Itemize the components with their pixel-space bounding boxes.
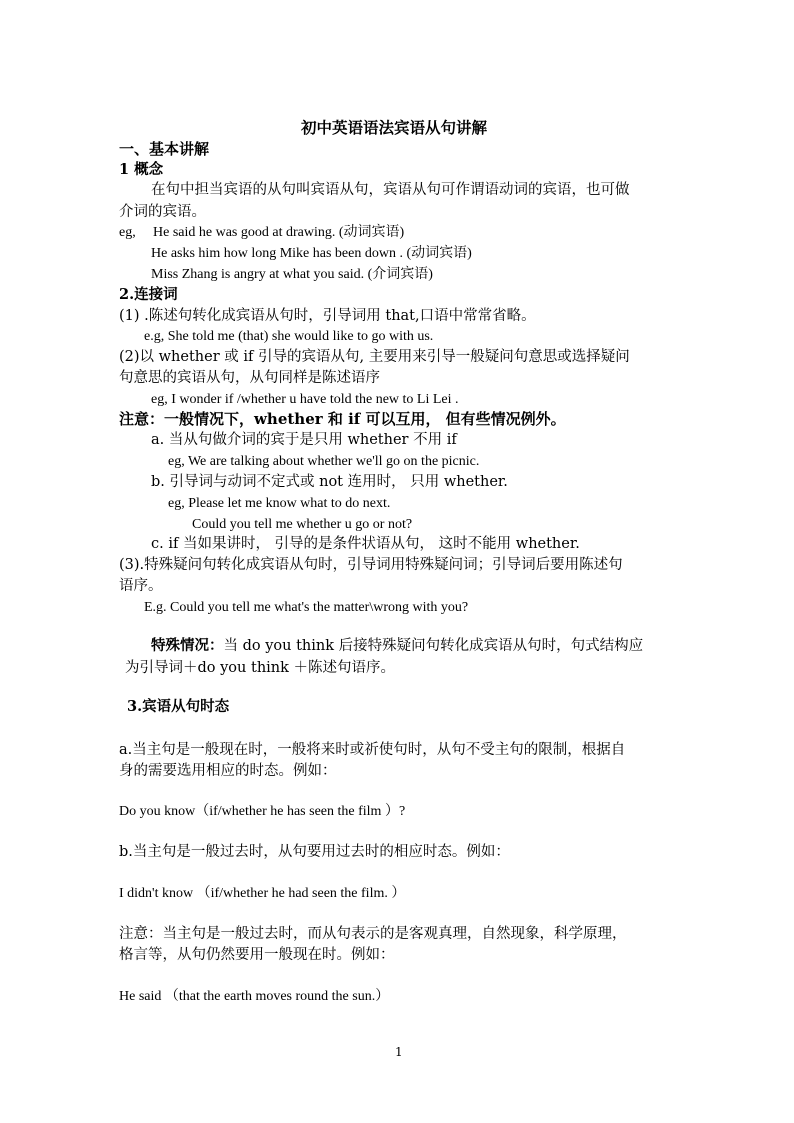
tense-a-line-1: a.当主句是一般现在时，一般将来时或祈使句时，从句不受主句的限制，根据自	[119, 742, 626, 758]
paragraph-2-line-2: 句意思的宾语从句，从句同样是陈述语序	[119, 370, 380, 386]
special-case-text: 当 do you think 后接特殊疑问句转化成宾语从句时，句式结构应	[223, 638, 644, 654]
paragraph-2-line-1: (2)以 whether 或 if 引导的宾语从句, 主要用来引导一般疑问句意思或选择疑问	[119, 349, 630, 365]
note-item-c: c. if 当如果讲时， 引导的是条件状语从句， 这时不能用 whether.	[151, 536, 580, 552]
tense-note-example: He said （that the earth moves round the sun.）	[119, 989, 390, 1004]
note-item-a-example: eg, We are talking about whether we'll go on the picnic.	[168, 454, 480, 469]
subheading-conjunctions: 2.连接词	[119, 286, 178, 303]
example-line-1: He said he was good at drawing. (动词宾语)	[153, 225, 405, 240]
tense-b-example: I didn't know （if/whether he had seen the film. ）	[119, 886, 406, 901]
paragraph-3-example: E.g. Could you tell me what's the matter\wrong with you?	[144, 600, 469, 615]
document-title: 初中英语语法宾语从句讲解	[301, 118, 488, 137]
paragraph-2-example: eg, I wonder if /whether u have told the new to Li Lei .	[151, 392, 459, 407]
special-case-line-1	[151, 636, 643, 656]
tense-a-example: Do you know（if/whether he has seen the film ）?	[119, 804, 406, 819]
subheading-tense: 3.宾语从句时态	[127, 698, 230, 715]
paragraph-1: (1) .陈述句转化成宾语从句时，引导词用 that,口语中常常省略。	[119, 308, 536, 324]
note-heading: 注意：一般情况下，whether 和 if 可以互用， 但有些情况例外。	[119, 410, 566, 428]
section-heading-basic: 一、基本讲解	[119, 140, 210, 158]
tense-b-line: b.当主句是一般过去时，从句要用过去时的相应时态。例如：	[119, 844, 510, 860]
special-case-label: 特殊情况：	[151, 637, 224, 654]
tense-note-line-2: 格言等，从句仍然要用一般现在时。例如：	[119, 947, 395, 963]
tense-a-line-2: 身的需要选用相应的时态。例如：	[119, 763, 337, 779]
definition-line-2: 介词的宾语。	[119, 204, 206, 220]
definition-line-1: 在句中担当宾语的从句叫宾语从句，宾语从句可作谓语动词的宾语，也可做	[151, 182, 630, 198]
special-case-line-2: 为引导词＋do you think ＋陈述句语序。	[125, 660, 396, 676]
tense-note-line-1: 注意：当主句是一般过去时，而从句表示的是客观真理，自然现象，科学原理，	[119, 926, 627, 942]
note-item-b-example-2: Could you tell me whether u go or not?	[192, 517, 413, 532]
example-line-2: He asks him how long Mike has been down . (动词宾语)	[151, 246, 472, 261]
eg-label: eg,	[119, 225, 136, 240]
paragraph-3-line-2: 语序。	[119, 578, 163, 594]
subheading-concept: 1 概念	[119, 161, 164, 178]
paragraph-1-example: e.g, She told me (that) she would like to go with us.	[144, 329, 434, 344]
example-line-3: Miss Zhang is angry at what you said. (介词宾语)	[151, 267, 433, 282]
note-item-b: b. 引导词与动词不定式或 not 连用时， 只用 whether.	[151, 474, 508, 490]
note-item-b-example-1: eg, Please let me know what to do next.	[168, 496, 391, 511]
note-item-a: a. 当从句做介词的宾于是只用 whether 不用 if	[151, 432, 457, 448]
paragraph-3-line-1: (3).特殊疑问句转化成宾语从句时，引导词用特殊疑问词；引导词后要用陈述句	[119, 557, 623, 573]
page-number: 1	[395, 1045, 403, 1059]
